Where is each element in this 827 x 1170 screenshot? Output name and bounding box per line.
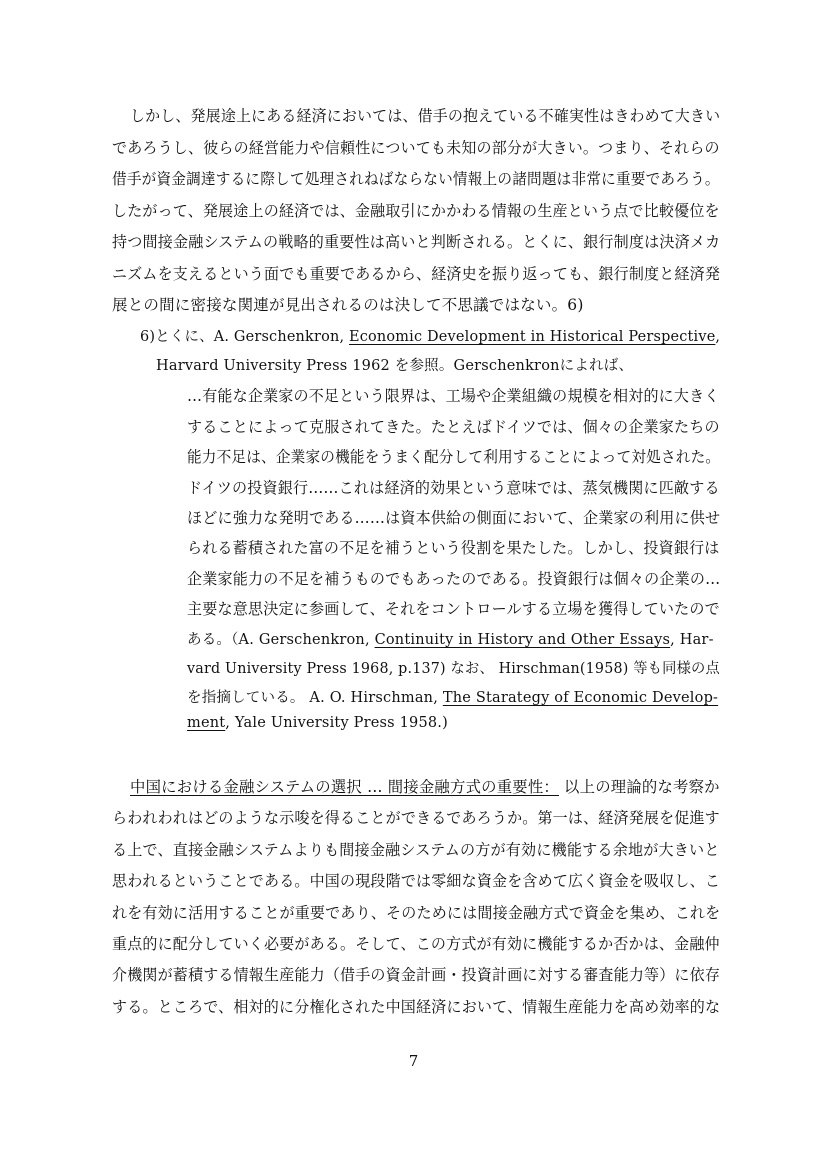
quote-line: られる蓄積された富の不足を補うという役割を果たした。しかし、投資銀行は — [187, 539, 720, 557]
footnote-cited-title: Economic Development in Historical Perspective — [349, 329, 716, 345]
hirschman-title-part-1: The Starategy of Economic Develop- — [442, 690, 719, 706]
quote-line-9 — [187, 628, 714, 649]
quote-line: することによって克服されてきた。たとえばドイツでは、個々の企業家たちの — [187, 418, 720, 436]
paragraph-1-line: したがって、発展途上の経済では、金融取引にかかわる情報の生産という点で比較優位を — [112, 202, 720, 220]
quote-line-11 — [187, 686, 718, 707]
quote-line-9-suffix: , Har- — [670, 632, 714, 648]
paragraph-1-line: 持つ間接金融システムの戦略的重要性は高いと判断される。とくに、銀行制度は決済メカ — [112, 233, 721, 251]
section-first-line — [130, 775, 720, 797]
quote-line: …有能な企業家の不足という限界は、工場や企業組織の規模を相対的に大きく — [187, 387, 720, 405]
quote-line-12 — [187, 715, 448, 731]
section-line: らわれわれはどのような示唆を得ることができるであろうか。第一は、経済発展を促進す — [112, 809, 720, 827]
paragraph-1-line: 展との間に密接な関連が見出されるのは決して不思議ではない。6) — [112, 296, 584, 314]
section-first-line-text: 以上の理論的な考察か — [558, 778, 720, 796]
quote-line: 能力不足は、企業家の機能をうまく配分して利用することによって対処された。 — [187, 448, 721, 466]
quote-line-11-prefix: を指摘している。 A. O. Hirschman, — [187, 690, 443, 706]
footnote-intro-prefix: 6)とくに、A. Gerschenkron, — [140, 329, 350, 345]
paragraph-1-line: であろうし、彼らの経営能力や信頼性についても未知の部分が大きい。つまり、それらの — [112, 139, 720, 157]
section-line: る上で、直接金融システムよりも間接金融システムの方が有効に機能する余地が大きいと — [112, 841, 720, 859]
footnote-intro-line-2: Harvard University Press 1962 を参照。Gerschenkronによれば、 — [156, 358, 634, 374]
quote-line: 企業家能力の不足を補うものでもあったのである。投資銀行は個々の企業の… — [187, 570, 721, 588]
quote-line-9-prefix: ある。（A. Gerschenkron, — [187, 632, 375, 648]
hirschman-title-part-2: ment — [187, 715, 226, 731]
quote-cited-title: Continuity in History and Other Essays — [374, 632, 671, 648]
page-number: 7 — [408, 1052, 419, 1070]
quote-line-12-suffix: , Yale University Press 1958.) — [225, 715, 448, 731]
footnote-intro-line — [140, 325, 720, 346]
paragraph-1-line: ニズムを支えるという面でも重要であるから、経済史を振り返っても、銀行制度と経済発 — [112, 265, 721, 283]
quote-line: ほどに強力な発明である……は資本供給の側面において、企業家の利用に供せ — [187, 509, 721, 527]
section-line: 重点的に配分していく必要がある。そして、この方式が有効に機能するか否かは、金融仲 — [112, 935, 720, 953]
section-line: する。ところで、相対的に分権化された中国経済において、情報生産能力を高め効率的な — [112, 998, 721, 1016]
quote-line: 主要な意思決定に参画して、それをコントロールする立場を獲得していたので — [187, 600, 720, 618]
paragraph-1-line: 借手が資金調達するに際して処理されねばならない情報上の諸問題は非常に重要であろう。 — [112, 170, 720, 188]
quote-line-10: vard University Press 1968, p.137) なお、 Hirschman(1958) 等も同様の点 — [187, 661, 720, 677]
section-line: 介機関が蓄積する情報生産能力（借手の資金計画・投資計画に対する審査能力等）に依存 — [112, 966, 721, 984]
section-heading: 中国における金融システムの選択 … 間接金融方式の重要性： — [130, 778, 559, 796]
paragraph-1-line: しかし、発展途上にある経済においては、借手の抱えている不確実性はきわめて大きい — [130, 107, 721, 125]
quote-line: ドイツの投資銀行……これは経済的効果という意味では、蒸気機関に匹敵する — [187, 479, 720, 497]
footnote-intro-suffix: , — [715, 329, 721, 345]
section-line: 思われるということである。中国の現段階では零細な資金を含めて広く資金を吸収し、こ — [112, 872, 721, 890]
section-line: れを有効に活用することが重要であり、そのためには間接金融方式で資金を集め、これを — [112, 904, 721, 922]
